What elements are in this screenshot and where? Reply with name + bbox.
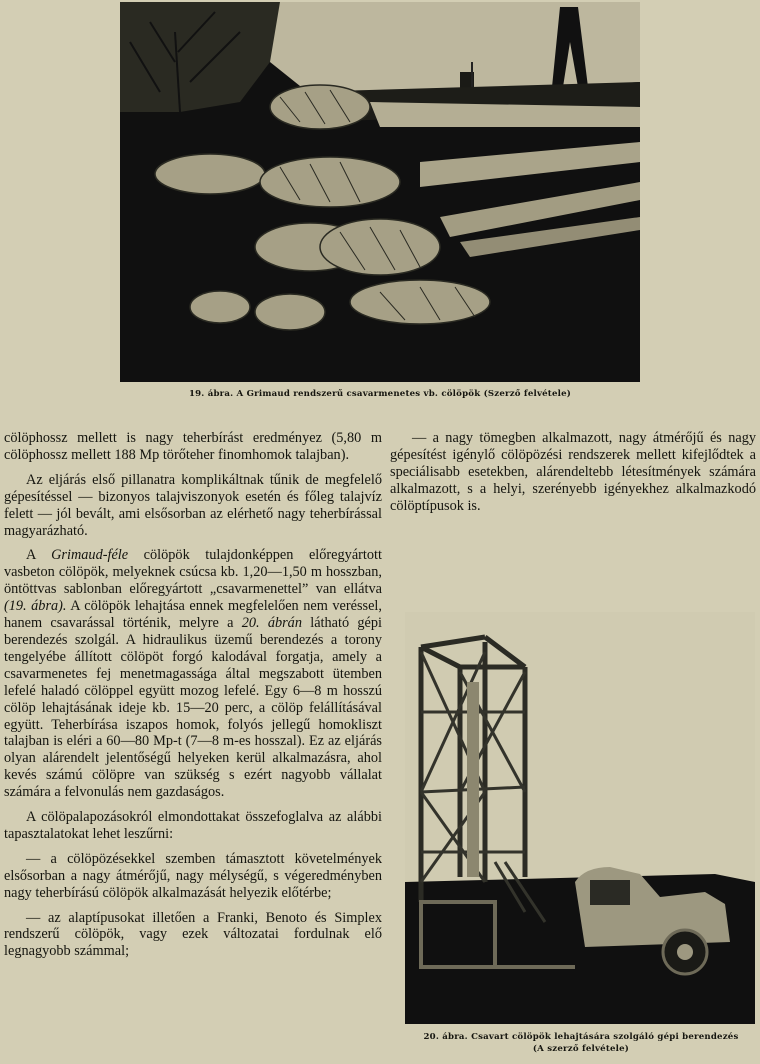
figure-reference: 20. ábrán	[241, 615, 302, 632]
list-item: — az alaptípusokat illetően a Franki, Benoto és Simplex rendszerű cölöpök, vagy ezek változatai fordulnak elő legnagyobb számmal;	[4, 909, 382, 960]
list-item: — a cölöpözésekkel szemben támasztott követelmények elsősorban a nagy átmérőjű, nagy mélységű, s végeredményben nagy teherbírású cölöpök alkalmazását helyezik előtérbe;	[4, 850, 382, 901]
figure-19-caption: 19. ábra. A Grimaud rendszerű csavarmenetes vb. cölöpök (Szerző felvétele)	[188, 389, 572, 399]
paragraph: A cölöpalapozásokról elmondottakat összefoglalva az alábbi tapasztalatokat lehet leszűrni:	[4, 809, 382, 842]
figure-reference: (19. ábra).	[4, 598, 67, 615]
text-run: A cölöpök lehajtása ennek megfelelően nem veréssel, hanem csavarással történik, melyre a	[4, 598, 382, 632]
right-column	[390, 430, 756, 523]
figure-20-caption-line2: (A szerző felvétele)	[532, 1044, 630, 1054]
italic-term: Grimaud-féle	[51, 547, 129, 564]
left-column	[4, 430, 382, 968]
text-run: cölöpök tulajdonképpen előregyártott vasbeton cölöpök, melyeknek csúcsa kb. 1,20—1,50 m hosszban, öntöttvas sablonban előregyártott „csavarmenettel” van ellátva	[4, 547, 382, 598]
figure-20-photo	[405, 612, 755, 1024]
figure-19-photo	[120, 2, 640, 382]
figure-20-caption	[402, 1031, 760, 1055]
list-item: — a nagy tömegben alkalmazott, nagy átmérőjű és nagy gépesítést igénylő cölöpözési rendszerek mellett kifejlődtek a speciálisabb esetekben, alárendeltebb létesítmények számára alkalmazott, s a helyi, szerényebb igényekhez alkalmazkodó cölöptípusok is.	[390, 430, 756, 514]
pile-photo-illustration	[120, 2, 640, 382]
paragraph-grimaud	[4, 547, 382, 801]
text-run: látható gépi berendezés szolgál. A hidraulikus üzemű berendezés a torony tengelyébe állított cölöpöt forgó kalodával forgatja, amely a csavarmenetes fej menetmagassága által megszabott ütemben lefelé haladó cölöppel együtt mozog lefelé. Egy 6—8 m hosszú cölöp lehajtásának ideje kb. 15—20 perc, a cölöp felállításával együtt. Teherbírása iszapos homok, folyós jellegű homokliszt talajban is eléri a 60—80 Mp-t (7—8 m-es hosszal). Ez az eljárás olyan alárendelt jelentőségű helyeken kerül alkalmazásra, ahol kevés számú cölöpre van szükség s ezért nagyobb vállalat számára a felvonulás nem gazdaságos.	[4, 615, 382, 801]
paragraph: cölöphossz mellett is nagy teherbírást eredményez (5,80 m cölöphossz mellett 188 Mp törőteher finomhomok talajban).	[4, 430, 382, 463]
figure-20-caption-line1: 20. ábra. Csavart cölöpök lehajtására szolgáló gépi berendezés	[423, 1032, 739, 1042]
text-run: A	[26, 547, 52, 564]
pile-driver-truck-illustration	[405, 612, 755, 1024]
paragraph: Az eljárás első pillanatra komplikáltnak tűnik de megfelelő gépesítéssel — bizonyos talajviszonyok esetén és főleg talajvíz felett — jól bevált, ami elsősorban az elérhető nagy teherbírással magyarázható.	[4, 471, 382, 539]
